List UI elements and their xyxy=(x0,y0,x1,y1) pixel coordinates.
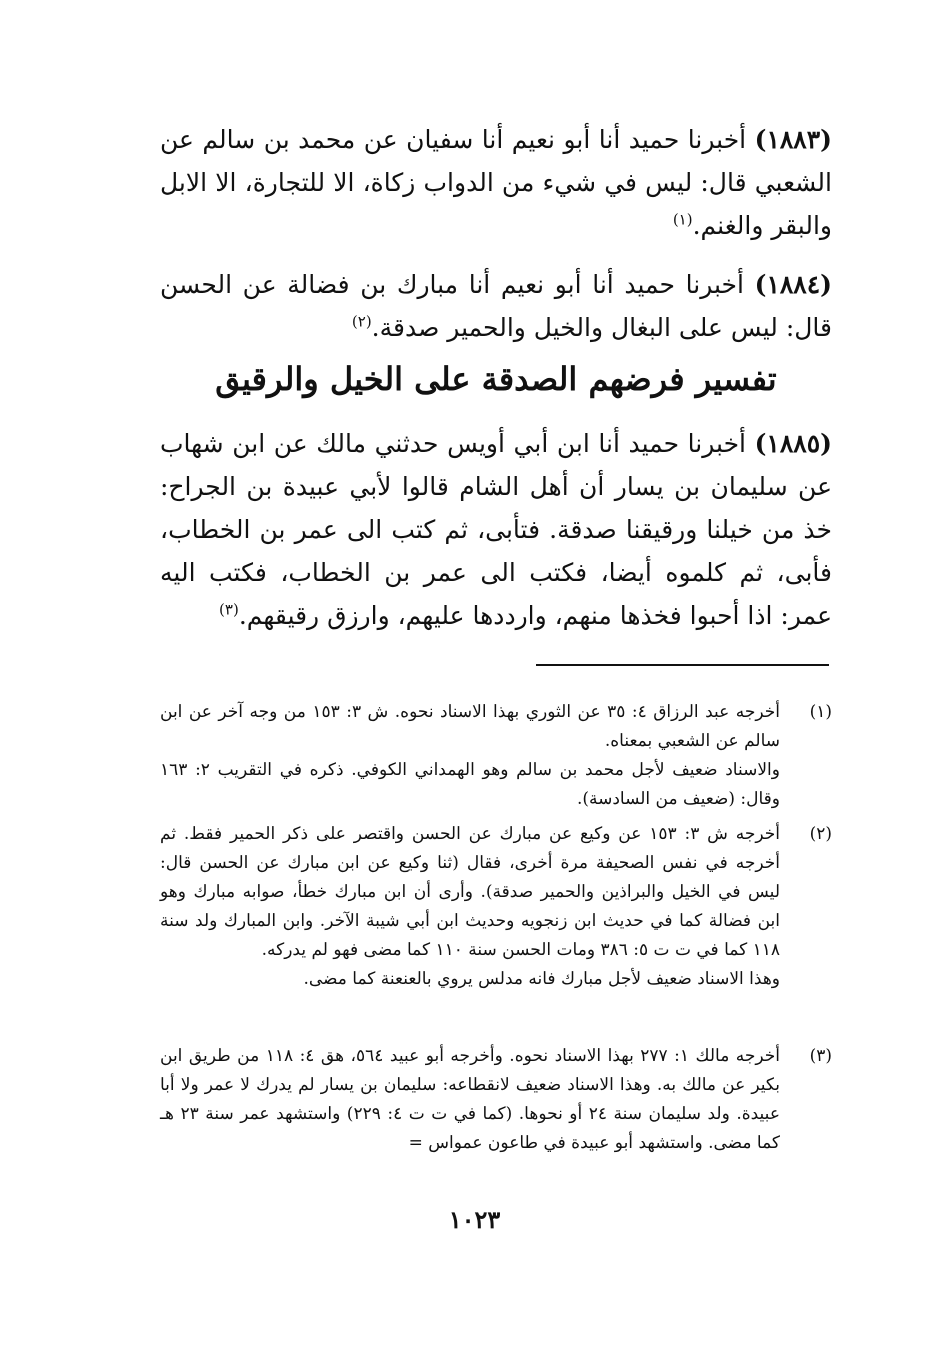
hadith-text: أخبرنا حميد أنا ابن أبي أويس حدثني مالك عن ابن شهاب عن سليمان بن يسار أن أهل الشام قالوا لأبي عبيدة بن الجراح: خذ من خيلنا ورقيقنا صدقة. فتأبى، ثم كتب الى عمر بن الخطاب، فأبى، ثم كلموه أيضا، فكتب الى عمر بن الخطاب، فكتب اليه عمر: اذا أحبوا فخذها منهم، وارددها عليهم، وارزق رقيقهم. xyxy=(160,429,832,630)
page-number: ١٠٢٣ xyxy=(448,1205,501,1234)
footnote-number: (٣) xyxy=(809,1046,832,1066)
footnote-text: والاسناد ضعيف لأجل محمد بن سالم وهو الهمداني الكوفي. ذكره في التقريب ٢: ١٦٣ وقال: (ضعيف من السادسة). xyxy=(160,760,780,809)
hadith-number: (١٨٨٤) xyxy=(754,270,832,299)
hadith-1884 xyxy=(160,263,832,349)
hadith-text: أخبرنا حميد أنا أبو نعيم أنا سفيان عن محمد بن سالم عن الشعبي قال: ليس في شيء من الدواب زكاة، الا للتجارة، الا الابل والبقر والغنم. xyxy=(160,125,832,240)
hadith-1883 xyxy=(160,118,832,247)
hadith-text: أخبرنا حميد أنا أبو نعيم أنا مبارك بن فضالة عن الحسن قال: ليس على البغال والخيل والحمير صدقة. xyxy=(160,270,832,342)
footnote-divider xyxy=(536,664,829,666)
footnote-2 xyxy=(160,820,832,994)
hadith-number: (١٨٨٣) xyxy=(754,125,832,154)
footnote-text: أخرجه ش ٣: ١٥٣ عن وكيع عن مبارك عن الحسن واقتصر على ذكر الحمير فقط. ثم أخرجه في نفس الصحيفة مرة أخرى، فقال (ثنا وكيع عن ابن مبارك عن الحسن قال: ليس في الخيل والبراذين والحمير صدقة). وأرى أن ابن مبارك خطأ، صوابه مبارك وهو ابن فضالة كما في حديث ابن زنجويه وحديث ابن أبي شيبة الآخر. وابن المبارك ولد سنة ١١٨ كما في ت ت ٥: ٣٨٦ ومات الحسن سنة ١١٠ كما مضى فهو لم يدركه. xyxy=(160,824,781,960)
footnote-text: أخرجه عبد الرزاق ٤: ٣٥ عن الثوري بهذا الاسناد نحوه. ش ٣: ١٥٣ من وجه آخر عن ابن سالم عن الشعبي بمعناه. xyxy=(160,702,780,751)
footnote-number: (١) xyxy=(809,702,832,722)
footnote-ref[interactable]: (١) xyxy=(672,210,693,229)
hadith-1885 xyxy=(160,422,832,637)
footnote-ref[interactable]: (٣) xyxy=(219,600,239,619)
footnote-text: وهذا الاسناد ضعيف لأجل مبارك فانه مدلس يروي بالعنعنة كما مضى. xyxy=(303,969,780,989)
footnote-number: (٢) xyxy=(809,824,832,844)
section-heading: تفسير فرضهم الصدقة على الخيل والرقيق xyxy=(215,360,777,398)
footnote-3 xyxy=(160,1042,832,1158)
footnote-1 xyxy=(160,698,832,814)
hadith-number: (١٨٨٥) xyxy=(754,429,832,458)
footnote-ref[interactable]: (٢) xyxy=(351,312,372,331)
footnote-text: أخرجه مالك ١: ٢٧٧ بهذا الاسناد نحوه. وأخرجه أبو عبيد ٥٦٤، هق ٤: ١١٨ من طريق ابن بكير عن مالك به. وهذا الاسناد ضعيف لانقطاعه: سليمان بن يسار لم يدرك لا عمر ولا أبا عبيدة. ولد سليمان سنة ٢٤ أو نحوها. (كما في ت ت ٤: ٢٢٩) واستشهد عمر سنة ٢٣ هـ كما مضى. واستشهد أبو عبيدة في طاعون عمواس = xyxy=(160,1046,780,1153)
